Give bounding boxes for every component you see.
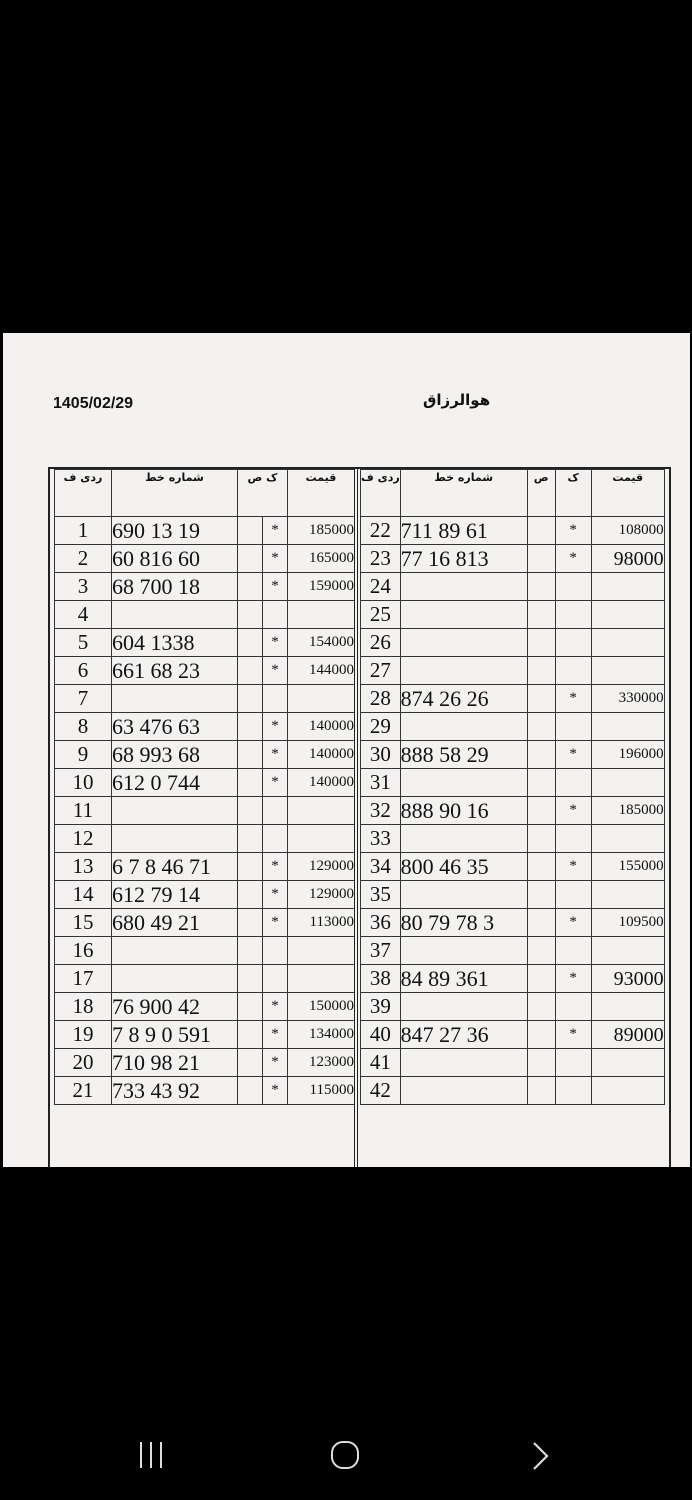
- table-row: [55, 881, 355, 909]
- row-price: 140000: [288, 769, 355, 797]
- table-header: [361, 470, 665, 517]
- table-row: [361, 769, 665, 797]
- row-flag-a: [238, 517, 263, 545]
- row-flag-mark: *: [263, 573, 288, 601]
- table-row: [55, 629, 355, 657]
- home-icon[interactable]: [331, 1441, 359, 1469]
- table-row: [361, 601, 665, 629]
- row-price: 98000: [591, 545, 664, 573]
- row-flag-mark: *: [263, 769, 288, 797]
- row-flag-a: [527, 601, 555, 629]
- row-phone: 710 98 21: [112, 1049, 238, 1077]
- row-index: 18: [55, 993, 112, 1021]
- row-phone: 612 79 14: [112, 881, 238, 909]
- row-flag-a: [527, 965, 555, 993]
- row-phone: 888 90 16: [400, 797, 527, 825]
- row-price: 159000: [288, 573, 355, 601]
- row-phone: [112, 685, 238, 713]
- table-row: [361, 993, 665, 1021]
- table-row: [55, 853, 355, 881]
- row-flag-a: [238, 937, 263, 965]
- table-header: [55, 470, 355, 517]
- row-flag-mark: [263, 825, 288, 853]
- row-flag-a: [238, 909, 263, 937]
- row-flag-mark: *: [263, 1049, 288, 1077]
- row-index: 9: [55, 741, 112, 769]
- system-navigation-bar: [0, 1400, 692, 1500]
- row-phone: 63 476 63: [112, 713, 238, 741]
- row-phone: 888 58 29: [400, 741, 527, 769]
- row-flag-a: [238, 1077, 263, 1105]
- table-row: [361, 1049, 665, 1077]
- table-row: [361, 1077, 665, 1105]
- row-price: [288, 797, 355, 825]
- row-index: 34: [361, 853, 401, 881]
- row-flag-a: [527, 937, 555, 965]
- row-price: [288, 965, 355, 993]
- row-index: 37: [361, 937, 401, 965]
- row-flag-a: [238, 993, 263, 1021]
- row-price: 113000: [288, 909, 355, 937]
- row-phone: 6 7 8 46 71: [112, 853, 238, 881]
- row-flag-mark: *: [555, 517, 591, 545]
- table-row: [55, 685, 355, 713]
- row-price: 196000: [591, 741, 664, 769]
- header-flag-b: ک: [555, 470, 591, 517]
- table-row: [55, 657, 355, 685]
- row-flag-mark: *: [263, 741, 288, 769]
- row-price: [288, 937, 355, 965]
- table-row: [55, 573, 355, 601]
- table-row: [361, 741, 665, 769]
- table-row: [55, 797, 355, 825]
- row-index: 1: [55, 517, 112, 545]
- row-phone: [400, 629, 527, 657]
- row-price: 93000: [591, 965, 664, 993]
- row-flag-mark: *: [263, 517, 288, 545]
- row-phone: [400, 825, 527, 853]
- row-flag-mark: *: [263, 1021, 288, 1049]
- row-phone: [400, 1049, 527, 1077]
- row-price: [591, 769, 664, 797]
- table-row: [361, 517, 665, 545]
- table-divider: [354, 469, 358, 1167]
- row-price: [591, 825, 664, 853]
- row-price: [288, 601, 355, 629]
- row-flag-a: [238, 657, 263, 685]
- table-row: [361, 965, 665, 993]
- row-price: 129000: [288, 881, 355, 909]
- row-flag-mark: *: [555, 685, 591, 713]
- document-photo: [3, 333, 690, 1167]
- row-flag-a: [238, 853, 263, 881]
- row-index: 4: [55, 601, 112, 629]
- row-price: 150000: [288, 993, 355, 1021]
- table-row: [361, 937, 665, 965]
- row-index: 8: [55, 713, 112, 741]
- row-flag-a: [527, 993, 555, 1021]
- row-index: 5: [55, 629, 112, 657]
- row-index: 24: [361, 573, 401, 601]
- row-price: 115000: [288, 1077, 355, 1105]
- table-row: [55, 713, 355, 741]
- row-phone: [112, 825, 238, 853]
- row-flag-a: [527, 741, 555, 769]
- row-flag-mark: [263, 937, 288, 965]
- row-phone: 60 816 60: [112, 545, 238, 573]
- row-flag-mark: *: [263, 629, 288, 657]
- row-flag-a: [238, 685, 263, 713]
- row-flag-a: [527, 1049, 555, 1077]
- row-flag-a: [527, 1021, 555, 1049]
- document-date: 1405/02/29: [53, 395, 134, 412]
- row-price: 144000: [288, 657, 355, 685]
- row-price: 140000: [288, 713, 355, 741]
- row-index: 32: [361, 797, 401, 825]
- row-flag-a: [238, 1021, 263, 1049]
- row-price: [591, 629, 664, 657]
- row-index: 25: [361, 601, 401, 629]
- row-phone: [112, 797, 238, 825]
- table-row: [361, 881, 665, 909]
- row-flag-a: [527, 545, 555, 573]
- row-index: 20: [55, 1049, 112, 1077]
- table-row: [361, 909, 665, 937]
- table-row: [361, 657, 665, 685]
- row-phone: 612 0 744: [112, 769, 238, 797]
- row-flag-a: [527, 909, 555, 937]
- row-price: [591, 657, 664, 685]
- row-phone: 7 8 9 0 591: [112, 1021, 238, 1049]
- row-flag-mark: [555, 657, 591, 685]
- row-flag-a: [527, 657, 555, 685]
- row-price: 89000: [591, 1021, 664, 1049]
- row-phone: 711 89 61: [400, 517, 527, 545]
- row-flag-a: [527, 881, 555, 909]
- row-price: 185000: [591, 797, 664, 825]
- row-flag-mark: [555, 881, 591, 909]
- row-flag-mark: [555, 601, 591, 629]
- row-index: 39: [361, 993, 401, 1021]
- row-phone: [400, 1077, 527, 1105]
- row-flag-mark: *: [263, 881, 288, 909]
- row-phone: 847 27 36: [400, 1021, 527, 1049]
- row-phone: [112, 937, 238, 965]
- row-flag-a: [527, 517, 555, 545]
- row-flag-mark: [555, 1049, 591, 1077]
- row-flag-mark: *: [263, 657, 288, 685]
- table-row: [361, 629, 665, 657]
- row-phone: 80 79 78 3: [400, 909, 527, 937]
- row-index: 26: [361, 629, 401, 657]
- row-phone: [400, 937, 527, 965]
- row-price: [591, 937, 664, 965]
- row-index: 10: [55, 769, 112, 797]
- row-index: 22: [361, 517, 401, 545]
- header-phone: شماره خط: [112, 470, 238, 517]
- row-flag-mark: *: [263, 993, 288, 1021]
- row-price: 109500: [591, 909, 664, 937]
- row-index: 6: [55, 657, 112, 685]
- header-flag: ک ص: [238, 470, 288, 517]
- row-index: 14: [55, 881, 112, 909]
- row-flag-a: [527, 713, 555, 741]
- table-row: [361, 797, 665, 825]
- row-flag-a: [527, 769, 555, 797]
- row-phone: [400, 881, 527, 909]
- row-phone: 690 13 19: [112, 517, 238, 545]
- table-row: [361, 825, 665, 853]
- row-flag-mark: [555, 769, 591, 797]
- row-price: 155000: [591, 853, 664, 881]
- row-flag-a: [238, 881, 263, 909]
- row-phone: 874 26 26: [400, 685, 527, 713]
- row-price: 129000: [288, 853, 355, 881]
- row-flag-a: [238, 769, 263, 797]
- row-flag-a: [238, 741, 263, 769]
- row-flag-a: [238, 713, 263, 741]
- row-flag-a: [238, 965, 263, 993]
- row-phone: 661 68 23: [112, 657, 238, 685]
- recent-apps-icon[interactable]: [138, 1442, 168, 1468]
- row-flag-a: [527, 685, 555, 713]
- price-sheet: [48, 467, 671, 1167]
- row-flag-a: [527, 853, 555, 881]
- row-flag-mark: *: [263, 909, 288, 937]
- row-flag-mark: [555, 1077, 591, 1105]
- row-phone: 800 46 35: [400, 853, 527, 881]
- row-price: [591, 713, 664, 741]
- row-index: 40: [361, 1021, 401, 1049]
- row-price: [288, 825, 355, 853]
- row-flag-a: [238, 825, 263, 853]
- row-price: [591, 993, 664, 1021]
- table-row: [361, 853, 665, 881]
- table-row: [361, 545, 665, 573]
- row-flag-mark: *: [555, 965, 591, 993]
- row-flag-mark: [555, 629, 591, 657]
- row-price: [591, 1049, 664, 1077]
- table-row: [55, 993, 355, 1021]
- row-index: 12: [55, 825, 112, 853]
- row-flag-mark: *: [555, 909, 591, 937]
- row-price: [591, 601, 664, 629]
- row-index: 28: [361, 685, 401, 713]
- row-flag-mark: [555, 993, 591, 1021]
- row-phone: [400, 573, 527, 601]
- left-table: [54, 469, 355, 1105]
- row-index: 31: [361, 769, 401, 797]
- row-phone: 68 993 68: [112, 741, 238, 769]
- row-index: 30: [361, 741, 401, 769]
- row-flag-a: [238, 573, 263, 601]
- row-index: 13: [55, 853, 112, 881]
- row-price: 185000: [288, 517, 355, 545]
- row-price: 140000: [288, 741, 355, 769]
- table-row: [55, 937, 355, 965]
- row-index: 23: [361, 545, 401, 573]
- row-price: [591, 881, 664, 909]
- row-phone: 604 1338: [112, 629, 238, 657]
- row-flag-a: [238, 545, 263, 573]
- row-index: 42: [361, 1077, 401, 1105]
- row-phone: [112, 965, 238, 993]
- row-flag-mark: *: [555, 1021, 591, 1049]
- row-flag-a: [527, 573, 555, 601]
- row-flag-mark: [263, 965, 288, 993]
- row-flag-mark: [555, 825, 591, 853]
- table-row: [55, 545, 355, 573]
- row-index: 38: [361, 965, 401, 993]
- document-heading: هوالرزاق: [423, 391, 491, 409]
- row-index: 17: [55, 965, 112, 993]
- row-flag-a: [527, 629, 555, 657]
- table-row: [361, 573, 665, 601]
- row-index: 19: [55, 1021, 112, 1049]
- table-row: [361, 713, 665, 741]
- table-row: [55, 1077, 355, 1105]
- row-index: 7: [55, 685, 112, 713]
- header-phone: شماره خط: [400, 470, 527, 517]
- table-row: [55, 965, 355, 993]
- row-index: 3: [55, 573, 112, 601]
- row-index: 36: [361, 909, 401, 937]
- row-flag-mark: *: [555, 853, 591, 881]
- row-index: 29: [361, 713, 401, 741]
- row-flag-mark: *: [263, 545, 288, 573]
- row-index: 27: [361, 657, 401, 685]
- row-flag-mark: [263, 601, 288, 629]
- row-flag-a: [527, 797, 555, 825]
- table-row: [55, 1021, 355, 1049]
- row-phone: 68 700 18: [112, 573, 238, 601]
- right-table: [360, 469, 665, 1105]
- row-price: 330000: [591, 685, 664, 713]
- table-row: [55, 769, 355, 797]
- row-phone: 76 900 42: [112, 993, 238, 1021]
- row-flag-mark: [263, 797, 288, 825]
- row-flag-a: [238, 629, 263, 657]
- row-price: 165000: [288, 545, 355, 573]
- back-icon[interactable]: [528, 1440, 552, 1472]
- row-price: 123000: [288, 1049, 355, 1077]
- row-flag-a: [527, 1077, 555, 1105]
- row-phone: [112, 601, 238, 629]
- row-price: [591, 1077, 664, 1105]
- row-flag-mark: [555, 573, 591, 601]
- row-flag-mark: *: [555, 545, 591, 573]
- row-flag-mark: [555, 713, 591, 741]
- row-phone: [400, 769, 527, 797]
- row-flag-mark: *: [263, 713, 288, 741]
- row-phone: 77 16 813: [400, 545, 527, 573]
- row-flag-a: [238, 601, 263, 629]
- row-flag-mark: *: [263, 1077, 288, 1105]
- row-index: 16: [55, 937, 112, 965]
- row-phone: [400, 601, 527, 629]
- row-price: 108000: [591, 517, 664, 545]
- row-price: [288, 685, 355, 713]
- header-price: قیمت: [591, 470, 664, 517]
- table-row: [361, 685, 665, 713]
- row-index: 41: [361, 1049, 401, 1077]
- header-flag-a: ص: [527, 470, 555, 517]
- row-price: 134000: [288, 1021, 355, 1049]
- row-phone: 733 43 92: [112, 1077, 238, 1105]
- header-index: ردی ف: [361, 470, 401, 517]
- row-phone: [400, 657, 527, 685]
- table-row: [55, 909, 355, 937]
- row-flag-mark: *: [555, 741, 591, 769]
- table-row: [361, 1021, 665, 1049]
- header-index: ردی ف: [55, 470, 112, 517]
- table-row: [55, 517, 355, 545]
- table-row: [55, 825, 355, 853]
- row-phone: 84 89 361: [400, 965, 527, 993]
- row-price: 154000: [288, 629, 355, 657]
- row-index: 11: [55, 797, 112, 825]
- row-price: [591, 573, 664, 601]
- row-flag-mark: *: [263, 853, 288, 881]
- header-price: قیمت: [288, 470, 355, 517]
- row-flag-mark: [263, 685, 288, 713]
- row-flag-a: [238, 797, 263, 825]
- row-phone: 680 49 21: [112, 909, 238, 937]
- table-row: [55, 741, 355, 769]
- row-flag-a: [527, 825, 555, 853]
- row-index: 15: [55, 909, 112, 937]
- row-index: 33: [361, 825, 401, 853]
- table-row: [55, 601, 355, 629]
- row-phone: [400, 993, 527, 1021]
- row-flag-a: [238, 1049, 263, 1077]
- table-row: [55, 1049, 355, 1077]
- row-phone: [400, 713, 527, 741]
- row-index: 35: [361, 881, 401, 909]
- row-index: 2: [55, 545, 112, 573]
- row-flag-mark: [555, 937, 591, 965]
- row-flag-mark: *: [555, 797, 591, 825]
- row-index: 21: [55, 1077, 112, 1105]
